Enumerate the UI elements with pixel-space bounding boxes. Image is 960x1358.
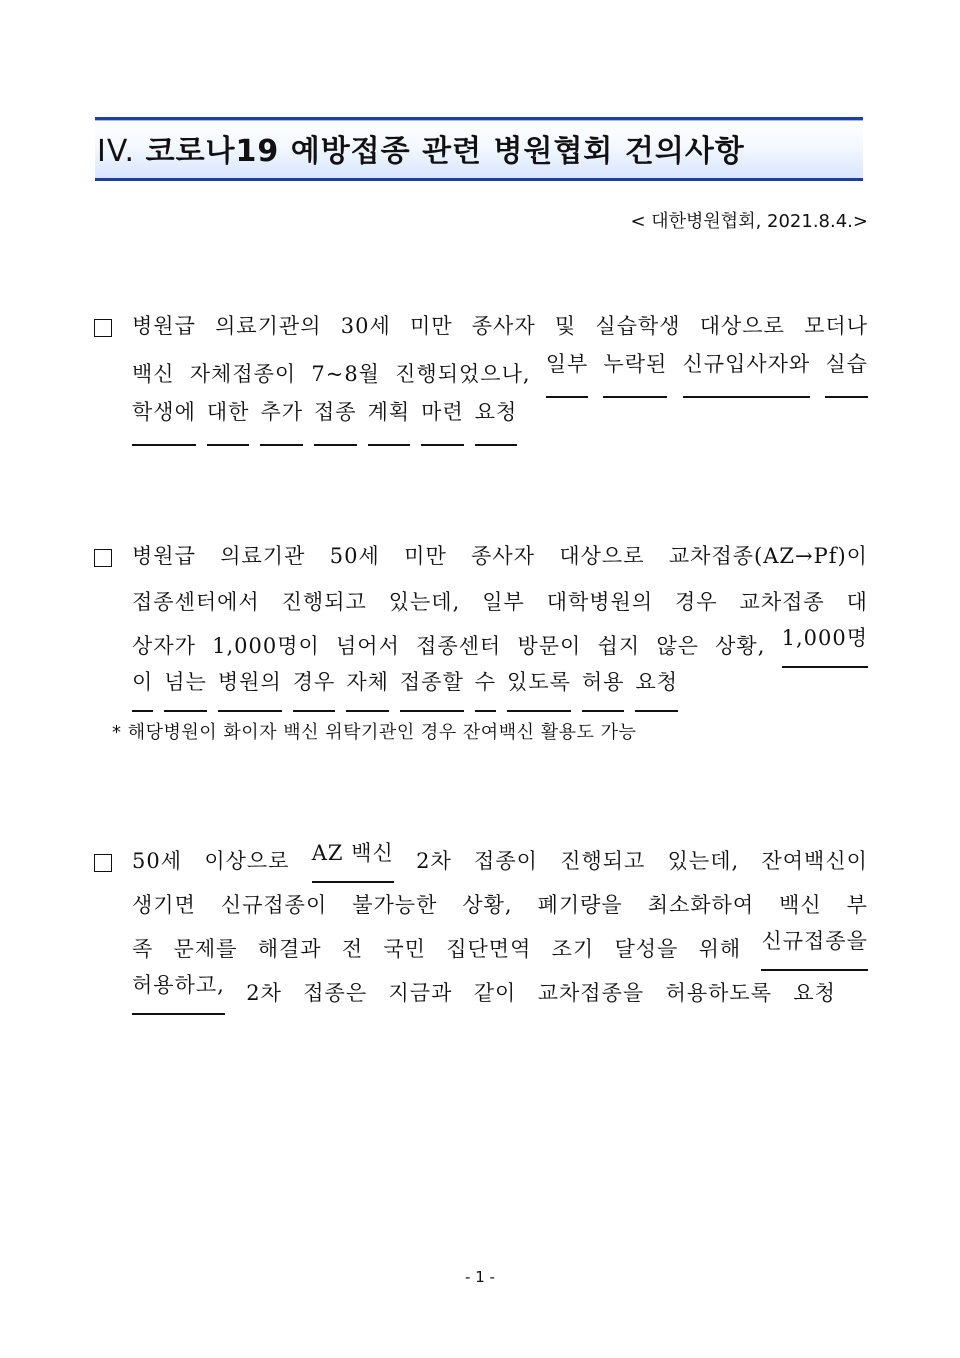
word: 진행되고 [560, 849, 646, 873]
word: 모더나 [804, 314, 868, 338]
word: 잔여백신이 [761, 849, 868, 873]
word: 의료기관의 [215, 314, 322, 338]
word: 병원급 [132, 314, 196, 338]
underlined-word: 일부 [546, 350, 589, 398]
word: 교차접종(AZ→Pf)이 [668, 544, 868, 568]
word: 진행되었으나, [395, 362, 531, 386]
word: 대상으로 [699, 314, 785, 338]
word: 2차 [246, 981, 282, 1005]
word: 접종센터 [416, 634, 502, 658]
word: 미만 [404, 544, 447, 568]
word: 7~8월 [311, 362, 380, 386]
word: 폐기량을 [537, 893, 623, 917]
word: 방문이 [517, 634, 582, 658]
word: 및 [554, 314, 577, 338]
underlined-word: 접종할 [400, 668, 464, 712]
footnote: * 해당병원이 화이자 백신 위탁기관인 경우 잔여백신 활용도 가능 [112, 722, 637, 743]
word: 백신 [132, 362, 175, 386]
word: 이상으로 [204, 849, 290, 873]
word: 있는데, [667, 849, 740, 873]
underlined-word: 접종 [314, 398, 357, 446]
underlined-word: 1,000명 [782, 624, 868, 668]
word: 같이 [473, 981, 517, 1005]
word: 대학병원의 [546, 590, 654, 614]
word: 신규접종이 [220, 893, 328, 917]
underlined-word: 대한 [207, 398, 250, 446]
word: 교차접종을 [537, 981, 645, 1005]
word: 있는데, [388, 590, 461, 614]
word: 접종은 [303, 981, 368, 1005]
underlined-word: 넘는 [164, 668, 207, 712]
checkbox-item-2 [94, 549, 112, 567]
word: 상자가 [132, 634, 196, 658]
word: 지금과 [388, 981, 453, 1005]
word: 50세 [329, 544, 380, 568]
underlined-word: 경우 [293, 668, 336, 712]
word: 넘어서 [336, 634, 400, 658]
word: 일부 [482, 590, 525, 614]
word: 의료기관 [220, 544, 306, 568]
word: 생기면 [132, 893, 196, 917]
underlined-word: 요청 [475, 398, 518, 446]
word: 않은 [656, 634, 699, 658]
word: 족 [132, 937, 154, 961]
page-number: - 1 - [465, 1268, 495, 1286]
underlined-word: 수 [475, 668, 496, 712]
underlined-word: 신규접종을 [761, 927, 867, 971]
section-title [97, 126, 745, 170]
underlined-word: 허용 [582, 668, 625, 712]
word: 종사자 [471, 314, 536, 338]
word: 해결과 [257, 937, 322, 961]
word: 병원급 [132, 544, 196, 568]
word: 불가능한 [352, 893, 438, 917]
underlined-word: 허용하고, [132, 971, 225, 1015]
underlined-word: 있도록 [507, 668, 571, 712]
word: 교차접종 [739, 590, 825, 614]
section-title-box [95, 117, 863, 181]
word: 요청 [793, 981, 836, 1005]
item-1-paragraph [132, 302, 868, 446]
item-3-paragraph [132, 839, 868, 1015]
checkbox-item-1 [94, 319, 112, 337]
underlined-word: 누락된 [603, 350, 667, 398]
word: 국민 [383, 937, 426, 961]
word: 대 [846, 590, 868, 614]
word: 30세 [340, 314, 391, 338]
underlined-word: 자체 [346, 668, 389, 712]
word: 달성을 [614, 937, 679, 961]
word: 접종이 [474, 849, 538, 873]
word: 미만 [409, 314, 453, 338]
word: 1,000명이 [212, 634, 320, 658]
underlined-word: 계획 [368, 398, 411, 446]
section-title-text: 코로나19 예방접종 관련 병원협회 건의사항 [145, 134, 745, 169]
word: 50세 [132, 849, 183, 873]
checkbox-item-3 [94, 854, 112, 872]
word: 접종센터에서 [132, 590, 260, 614]
word: 전 [341, 937, 364, 961]
underlined-word: 학생에 [132, 398, 196, 446]
word: 경우 [675, 590, 718, 614]
underlined-word: 요청 [635, 668, 678, 712]
word: 조기 [551, 937, 595, 961]
item-2-paragraph [132, 532, 868, 712]
word: 종사자 [471, 544, 535, 568]
word: 백신 [779, 893, 822, 917]
section-number: IV. [97, 134, 136, 169]
word: 허용하도록 [665, 981, 772, 1005]
underlined-word: 마련 [421, 398, 464, 446]
word: 부 [846, 893, 868, 917]
word: 집단면역 [446, 937, 532, 961]
word: 대상으로 [559, 544, 645, 568]
word: 실습학생 [595, 314, 681, 338]
underlined-word: 신규입사자와 [683, 350, 811, 398]
word: 진행되고 [281, 590, 367, 614]
word: 최소화하여 [647, 893, 755, 917]
underlined-word: 추가 [260, 398, 303, 446]
word: 문제를 [173, 937, 238, 961]
underlined-word: AZ 백신 [312, 839, 394, 883]
word: 자체접종이 [189, 362, 297, 386]
word: 2차 [416, 849, 452, 873]
underlined-word: 이 [132, 668, 153, 712]
underlined-word: 병원의 [218, 668, 282, 712]
word: 위해 [698, 937, 742, 961]
word: 쉽지 [597, 634, 641, 658]
word: 상황, [462, 893, 513, 917]
word: 상황, [715, 634, 766, 658]
underlined-word: 실습 [825, 350, 868, 398]
source-line: < 대한병원협회, 2021.8.4.> [630, 211, 868, 232]
